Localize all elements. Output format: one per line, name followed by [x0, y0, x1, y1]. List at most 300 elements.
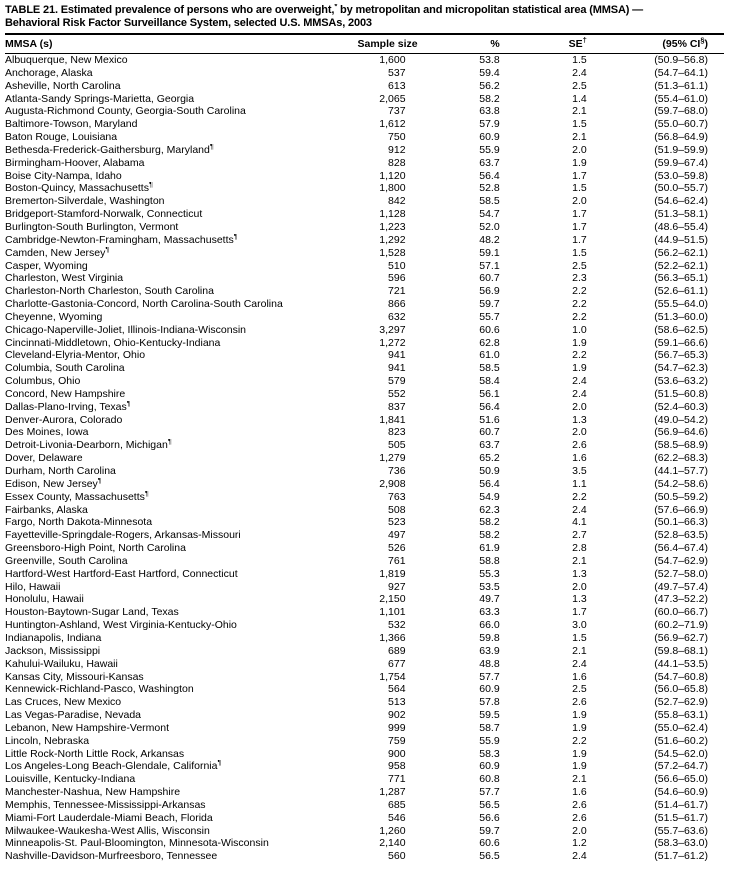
confidence-interval: (51.5–61.7) — [654, 811, 708, 824]
standard-error: 2.2 — [572, 310, 587, 323]
table-row — [5, 735, 724, 748]
sample-size: 750 — [388, 131, 406, 144]
mmsa-name: Hartford-West Hartford-East Hartford, Connecticut — [5, 567, 238, 580]
table-body — [5, 54, 724, 864]
mmsa-name: Cincinnati-Middletown, Ohio-Kentucky-Indiana — [5, 336, 221, 349]
confidence-interval: (50.1–66.3) — [654, 516, 708, 529]
percent-value: 55.9 — [479, 143, 500, 156]
percent-value: 48.8 — [479, 657, 500, 670]
percent-value: 59.1 — [479, 246, 500, 259]
confidence-interval: (53.0–59.8) — [654, 169, 708, 182]
percent-value: 58.3 — [479, 747, 500, 760]
mmsa-name: Concord, New Hampshire — [5, 387, 126, 400]
mmsa-name: Boise City-Nampa, Idaho — [5, 169, 122, 182]
confidence-interval: (55.5–64.0) — [654, 298, 708, 311]
table-row — [5, 349, 724, 362]
sample-size: 537 — [388, 66, 406, 79]
mmsa-name: Des Moines, Iowa — [5, 426, 89, 439]
sample-size: 1,260 — [379, 824, 406, 837]
confidence-interval: (56.9–62.7) — [654, 631, 708, 644]
mmsa-name: Minneapolis-St. Paul-Bloomington, Minnesota-Wisconsin — [5, 837, 269, 850]
table-row — [5, 555, 724, 568]
col-header-percent: % — [422, 34, 506, 54]
mmsa-name: Casper, Wyoming — [5, 259, 88, 272]
sample-size: 1,366 — [379, 631, 406, 644]
confidence-interval: (52.8–63.5) — [654, 529, 708, 542]
mmsa-name: Kahului-Wailuku, Hawaii — [5, 657, 118, 670]
sample-size: 505 — [388, 439, 406, 452]
sample-size: 1,819 — [379, 567, 406, 580]
confidence-interval: (59.9–67.4) — [654, 156, 708, 169]
mmsa-name: Kennewick-Richland-Pasco, Washington — [5, 683, 194, 696]
percent-value: 60.6 — [479, 837, 500, 850]
table-row — [5, 285, 724, 298]
mmsa-name: Denver-Aurora, Colorado — [5, 413, 123, 426]
table-row — [5, 182, 724, 195]
sample-size: 632 — [388, 310, 406, 323]
confidence-interval: (52.2–62.1) — [654, 259, 708, 272]
percent-value: 61.9 — [479, 542, 500, 555]
mmsa-name: Columbia, South Carolina — [5, 362, 125, 375]
confidence-interval: (55.4–61.0) — [654, 92, 708, 105]
percent-value: 56.5 — [479, 798, 500, 811]
standard-error: 2.4 — [572, 657, 587, 670]
percent-value: 56.4 — [479, 400, 500, 413]
mmsa-name: Houston-Baytown-Sugar Land, Texas — [5, 606, 179, 619]
confidence-interval: (56.8–64.9) — [654, 131, 708, 144]
confidence-interval: (50.9–56.8) — [654, 54, 708, 66]
percent-value: 56.4 — [479, 169, 500, 182]
confidence-interval: (55.0–62.4) — [654, 721, 708, 734]
col-header-se: SE† — [506, 34, 594, 54]
percent-value: 60.7 — [479, 272, 500, 285]
table-row — [5, 619, 724, 632]
table-row — [5, 260, 724, 273]
standard-error: 1.7 — [572, 169, 587, 182]
sample-size: 958 — [388, 760, 406, 773]
sample-size: 837 — [388, 400, 406, 413]
sample-size: 2,065 — [379, 92, 406, 105]
sample-size: 546 — [388, 811, 406, 824]
percent-value: 57.7 — [479, 786, 500, 799]
standard-error: 2.5 — [572, 259, 587, 272]
percent-value: 59.7 — [479, 824, 500, 837]
sample-size: 523 — [388, 516, 406, 529]
table-row — [5, 491, 724, 504]
confidence-interval: (55.8–63.1) — [654, 709, 708, 722]
confidence-interval: (52.7–58.0) — [654, 567, 708, 580]
percent-value: 62.8 — [479, 336, 500, 349]
percent-value: 58.4 — [479, 375, 500, 388]
mmsa-name: Burlington-South Burlington, Vermont — [5, 220, 179, 233]
table-row — [5, 786, 724, 799]
mmsa-name: Edison, New Jersey¶ — [5, 477, 102, 490]
table-row — [5, 606, 724, 619]
standard-error: 2.4 — [572, 503, 587, 516]
percent-value: 58.2 — [479, 92, 500, 105]
prevalence-table — [5, 33, 724, 863]
table-row — [5, 93, 724, 106]
mmsa-name: Columbus, Ohio — [5, 375, 81, 388]
standard-error: 2.1 — [572, 554, 587, 567]
percent-value: 54.9 — [479, 490, 500, 503]
table-row — [5, 337, 724, 350]
mmsa-name: Essex County, Massachusetts¶ — [5, 490, 149, 503]
mmsa-name: Cambridge-Newton-Framingham, Massachusetts¶ — [5, 233, 238, 246]
table-row — [5, 645, 724, 658]
table-row — [5, 812, 724, 825]
confidence-interval: (51.4–61.7) — [654, 798, 708, 811]
table-row — [5, 195, 724, 208]
percent-value: 49.7 — [479, 593, 500, 606]
mmsa-name: Indianapolis, Indiana — [5, 631, 102, 644]
percent-value: 51.6 — [479, 413, 500, 426]
sample-size: 596 — [388, 272, 406, 285]
standard-error: 2.2 — [572, 298, 587, 311]
standard-error: 1.9 — [572, 156, 587, 169]
confidence-interval: (60.2–71.9) — [654, 619, 708, 632]
percent-value: 63.7 — [479, 156, 500, 169]
sample-size: 2,140 — [379, 837, 406, 850]
standard-error: 1.9 — [572, 709, 587, 722]
table-row — [5, 388, 724, 401]
percent-value: 52.0 — [479, 220, 500, 233]
table-row — [5, 542, 724, 555]
sample-size: 497 — [388, 529, 406, 542]
table-row — [5, 671, 724, 684]
confidence-interval: (52.6–61.1) — [654, 285, 708, 298]
col-header-ci: (95% CI§) — [594, 34, 724, 54]
standard-error: 1.3 — [572, 593, 587, 606]
confidence-interval: (58.5–68.9) — [654, 439, 708, 452]
mmsa-name: Charlotte-Gastonia-Concord, North Carolina-South Carolina — [5, 298, 283, 311]
standard-error: 2.6 — [572, 798, 587, 811]
confidence-interval: (44.1–53.5) — [654, 657, 708, 670]
sample-size: 759 — [388, 734, 406, 747]
sample-size: 564 — [388, 683, 406, 696]
standard-error: 1.5 — [572, 182, 587, 195]
sample-size: 761 — [388, 554, 406, 567]
confidence-interval: (51.9–59.9) — [654, 143, 708, 156]
sample-size: 1,600 — [379, 54, 406, 66]
standard-error: 1.0 — [572, 323, 587, 336]
percent-value: 59.5 — [479, 709, 500, 722]
standard-error: 2.6 — [572, 811, 587, 824]
standard-error: 2.4 — [572, 850, 587, 863]
percent-value: 58.2 — [479, 529, 500, 542]
percent-value: 60.9 — [479, 683, 500, 696]
mmsa-name: Kansas City, Missouri-Kansas — [5, 670, 144, 683]
percent-value: 65.2 — [479, 452, 500, 465]
sample-size: 828 — [388, 156, 406, 169]
mmsa-name: Bremerton-Silverdale, Washington — [5, 195, 165, 208]
mmsa-name: Los Angeles-Long Beach-Glendale, California¶ — [5, 760, 222, 773]
table-row — [5, 760, 724, 773]
table-row — [5, 439, 724, 452]
percent-value: 60.6 — [479, 323, 500, 336]
percent-value: 63.3 — [479, 606, 500, 619]
sample-size: 685 — [388, 798, 406, 811]
confidence-interval: (49.0–54.2) — [654, 413, 708, 426]
mmsa-name: Huntington-Ashland, West Virginia-Kentucky-Ohio — [5, 619, 237, 632]
table-row — [5, 581, 724, 594]
standard-error: 3.5 — [572, 465, 587, 477]
confidence-interval: (56.4–67.4) — [654, 542, 708, 555]
mmsa-name: Las Vegas-Paradise, Nevada — [5, 709, 142, 722]
mmsa-name: Manchester-Nashua, New Hampshire — [5, 786, 181, 799]
sample-size: 763 — [388, 490, 406, 503]
sample-size: 941 — [388, 349, 406, 362]
confidence-interval: (51.7–61.2) — [654, 850, 708, 863]
standard-error: 2.4 — [572, 387, 587, 400]
table-row — [5, 504, 724, 517]
standard-error: 2.2 — [572, 734, 587, 747]
standard-error: 1.7 — [572, 233, 587, 246]
sample-size: 1,128 — [379, 208, 406, 221]
sample-size: 737 — [388, 105, 406, 118]
table-row — [5, 593, 724, 606]
mmsa-name: Birmingham-Hoover, Alabama — [5, 156, 145, 169]
table-row — [5, 221, 724, 234]
sample-size: 912 — [388, 143, 406, 156]
mmsa-name: Augusta-Richmond County, Georgia-South Carolina — [5, 105, 246, 118]
percent-value: 60.9 — [479, 760, 500, 773]
percent-value: 53.5 — [479, 580, 500, 593]
percent-value: 48.2 — [479, 233, 500, 246]
table-title-line-2: Behavioral Risk Factor Surveillance System, selected U.S. MMSAs, 2003 — [5, 17, 372, 29]
percent-value: 66.0 — [479, 619, 500, 632]
standard-error: 1.4 — [572, 92, 587, 105]
confidence-interval: (58.3–63.0) — [654, 837, 708, 850]
mmsa-name: Charleston-North Charleston, South Carolina — [5, 285, 214, 298]
sample-size: 866 — [388, 298, 406, 311]
confidence-interval: (52.7–62.9) — [654, 696, 708, 709]
sample-size: 1,287 — [379, 786, 406, 799]
mmsa-name: Fairbanks, Alaska — [5, 503, 88, 516]
percent-value: 57.7 — [479, 670, 500, 683]
table-row — [5, 683, 724, 696]
table-row — [5, 375, 724, 388]
percent-value: 58.8 — [479, 554, 500, 567]
percent-value: 60.7 — [479, 426, 500, 439]
table-row — [5, 272, 724, 285]
confidence-interval: (56.7–65.3) — [654, 349, 708, 362]
table-title-line-1: TABLE 21. Estimated prevalence of persons who are overweight,* by metropolitan and micropolitan statistical area (MMSA) — — [5, 4, 644, 16]
confidence-interval: (51.3–58.1) — [654, 208, 708, 221]
confidence-interval: (59.1–66.6) — [654, 336, 708, 349]
mmsa-name: Honolulu, Hawaii — [5, 593, 84, 606]
percent-value: 63.7 — [479, 439, 500, 452]
mmsa-name: Albuquerque, New Mexico — [5, 54, 128, 66]
sample-size: 526 — [388, 542, 406, 555]
table-row — [5, 324, 724, 337]
percent-value: 56.9 — [479, 285, 500, 298]
percent-value: 55.7 — [479, 310, 500, 323]
mmsa-name: Milwaukee-Waukesha-West Allis, Wisconsin — [5, 824, 210, 837]
confidence-interval: (51.6–60.2) — [654, 734, 708, 747]
sample-size: 771 — [388, 773, 406, 786]
table-row — [5, 105, 724, 118]
percent-value: 57.8 — [479, 696, 500, 709]
mmsa-name: Lebanon, New Hampshire-Vermont — [5, 721, 170, 734]
percent-value: 59.4 — [479, 66, 500, 79]
standard-error: 2.7 — [572, 529, 587, 542]
confidence-interval: (60.0–66.7) — [654, 606, 708, 619]
sample-size: 721 — [388, 285, 406, 298]
sample-size: 1,101 — [379, 606, 406, 619]
mmsa-name: Louisville, Kentucky-Indiana — [5, 773, 136, 786]
standard-error: 2.0 — [572, 426, 587, 439]
percent-value: 63.8 — [479, 105, 500, 118]
standard-error: 1.2 — [572, 837, 587, 850]
mmsa-name: Nashville-Davidson-Murfreesboro, Tennessee — [5, 850, 218, 863]
mmsa-name: Bethesda-Frederick-Gaithersburg, Maryland¶ — [5, 143, 214, 156]
standard-error: 2.8 — [572, 542, 587, 555]
mmsa-name: Fayetteville-Springdale-Rogers, Arkansas-Missouri — [5, 529, 241, 542]
table-row — [5, 837, 724, 850]
confidence-interval: (56.9–64.6) — [654, 426, 708, 439]
table-row — [5, 799, 724, 812]
confidence-interval: (48.6–55.4) — [654, 220, 708, 233]
sample-size: 3,297 — [379, 323, 406, 336]
mmsa-name: Detroit-Livonia-Dearborn, Michigan¶ — [5, 439, 172, 452]
percent-value: 59.8 — [479, 631, 500, 644]
sample-size: 1,841 — [379, 413, 406, 426]
sample-size: 1,754 — [379, 670, 406, 683]
mmsa-name: Greenville, South Carolina — [5, 554, 128, 567]
sample-size: 677 — [388, 657, 406, 670]
sample-size: 1,528 — [379, 246, 406, 259]
standard-error: 2.4 — [572, 375, 587, 388]
table-row — [5, 67, 724, 80]
percent-value: 56.1 — [479, 387, 500, 400]
percent-value: 57.1 — [479, 259, 500, 272]
mmsa-name: Chicago-Naperville-Joliet, Illinois-Indiana-Wisconsin — [5, 323, 247, 336]
sample-size: 902 — [388, 709, 406, 722]
table-row — [5, 773, 724, 786]
table-row — [5, 748, 724, 761]
mmsa-name: Miami-Fort Lauderdale-Miami Beach, Florida — [5, 811, 213, 824]
table-row — [5, 658, 724, 671]
percent-value: 56.4 — [479, 477, 500, 490]
col-header-sample-size: Sample size — [357, 34, 421, 54]
sample-size: 999 — [388, 721, 406, 734]
sample-size: 1,292 — [379, 233, 406, 246]
percent-value: 55.3 — [479, 567, 500, 580]
standard-error: 1.5 — [572, 631, 587, 644]
confidence-interval: (56.6–65.0) — [654, 773, 708, 786]
header-row — [5, 34, 724, 54]
percent-value: 55.9 — [479, 734, 500, 747]
mmsa-name: Baltimore-Towson, Maryland — [5, 118, 138, 131]
confidence-interval: (55.0–60.7) — [654, 118, 708, 131]
standard-error: 2.0 — [572, 580, 587, 593]
percent-value: 58.5 — [479, 195, 500, 208]
table-row — [5, 426, 724, 439]
col-header-mmsa: MMSA (s) — [5, 34, 357, 54]
standard-error: 1.6 — [572, 786, 587, 799]
mmsa-name: Little Rock-North Little Rock, Arkansas — [5, 747, 185, 760]
mmsa-name: Cheyenne, Wyoming — [5, 310, 103, 323]
sample-size: 560 — [388, 850, 406, 863]
table-row — [5, 478, 724, 491]
confidence-interval: (54.6–60.9) — [654, 786, 708, 799]
sample-size: 842 — [388, 195, 406, 208]
confidence-interval: (55.7–63.6) — [654, 824, 708, 837]
confidence-interval: (54.5–62.0) — [654, 747, 708, 760]
percent-value: 59.7 — [479, 298, 500, 311]
confidence-interval: (44.9–51.5) — [654, 233, 708, 246]
sample-size: 1,120 — [379, 169, 406, 182]
sample-size: 823 — [388, 426, 406, 439]
sample-size: 1,223 — [379, 220, 406, 233]
mmsa-name: Memphis, Tennessee-Mississippi-Arkansas — [5, 798, 206, 811]
confidence-interval: (56.0–65.8) — [654, 683, 708, 696]
confidence-interval: (57.2–64.7) — [654, 760, 708, 773]
table-row — [5, 170, 724, 183]
mmsa-name: Bridgeport-Stamford-Norwalk, Connecticut — [5, 208, 203, 221]
standard-error: 1.9 — [572, 362, 587, 375]
confidence-interval: (56.3–65.1) — [654, 272, 708, 285]
standard-error: 1.6 — [572, 670, 587, 683]
standard-error: 2.2 — [572, 490, 587, 503]
standard-error: 1.6 — [572, 452, 587, 465]
confidence-interval: (57.6–66.9) — [654, 503, 708, 516]
sample-size: 2,908 — [379, 477, 406, 490]
mmsa-name: Boston-Quincy, Massachusetts¶ — [5, 182, 153, 195]
sample-size: 1,612 — [379, 118, 406, 131]
confidence-interval: (54.7–62.3) — [654, 362, 708, 375]
standard-error: 4.1 — [572, 516, 587, 529]
standard-error: 1.9 — [572, 721, 587, 734]
percent-value: 60.9 — [479, 131, 500, 144]
standard-error: 2.2 — [572, 349, 587, 362]
standard-error: 1.5 — [572, 246, 587, 259]
standard-error: 2.1 — [572, 131, 587, 144]
table-row — [5, 157, 724, 170]
confidence-interval: (59.8–68.1) — [654, 644, 708, 657]
sample-size: 613 — [388, 79, 406, 92]
standard-error: 2.0 — [572, 400, 587, 413]
standard-error: 1.3 — [572, 567, 587, 580]
standard-error: 2.0 — [572, 195, 587, 208]
percent-value: 52.8 — [479, 182, 500, 195]
table-row — [5, 850, 724, 863]
percent-value: 58.5 — [479, 362, 500, 375]
confidence-interval: (59.7–68.0) — [654, 105, 708, 118]
sample-size: 900 — [388, 747, 406, 760]
confidence-interval: (54.6–62.4) — [654, 195, 708, 208]
table-row — [5, 80, 724, 93]
confidence-interval: (54.7–60.8) — [654, 670, 708, 683]
confidence-interval: (52.4–60.3) — [654, 400, 708, 413]
table-row — [5, 452, 724, 465]
table-row — [5, 298, 724, 311]
mmsa-name: Camden, New Jersey¶ — [5, 246, 110, 259]
table-row — [5, 529, 724, 542]
standard-error: 2.2 — [572, 285, 587, 298]
table-row — [5, 362, 724, 375]
mmsa-name: Baton Rouge, Louisiana — [5, 131, 118, 144]
confidence-interval: (50.5–59.2) — [654, 490, 708, 503]
confidence-interval: (51.5–60.8) — [654, 387, 708, 400]
sample-size: 1,279 — [379, 452, 406, 465]
percent-value: 56.2 — [479, 79, 500, 92]
percent-value: 56.5 — [479, 850, 500, 863]
table-row — [5, 144, 724, 157]
sample-size: 552 — [388, 387, 406, 400]
sample-size: 941 — [388, 362, 406, 375]
